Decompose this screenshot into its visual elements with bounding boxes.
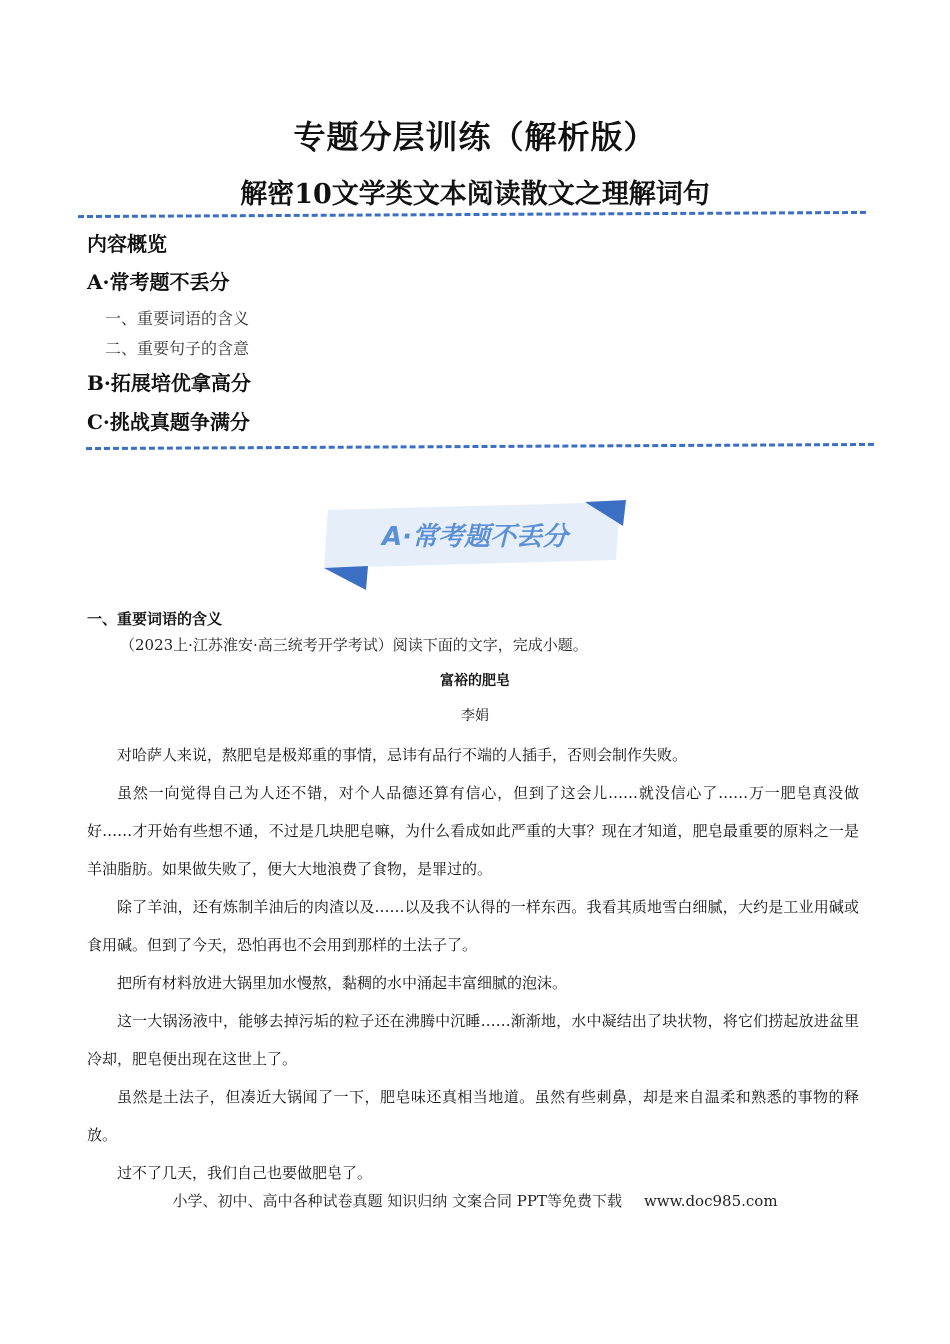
toc-item-words: 一、重要词语的含义 [105,309,250,328]
section-banner [320,498,630,590]
paragraph: 虽然一向觉得自己为人还不错，对个人品德还算有信心，但到了这会儿……就没信心了……万一肥皂真没做好……才开始有些想不通，不过是几块肥皂嘛，为什么看成如此严重的大事？现在才知道，肥皂最重要的原料之一是羊油脂肪。如果做失败了，便大大地浪费了食物，是罪过的。 [87,784,859,878]
page-footer [0,1190,950,1211]
section-heading: 一、重要词语的含义 [87,610,223,628]
banner-label: A·常考题不丢分 [382,522,568,552]
article-body [87,736,859,1192]
paragraph: 虽然是土法子，但凑近大锅闻了一下，肥皂味还真相当地道。虽然有些刺鼻，却是来自温柔和熟悉的事物的释放。 [87,1088,859,1144]
paragraph: 过不了几天，我们自己也要做肥皂了。 [117,1164,373,1182]
divider-top [78,211,866,218]
page-title: 专题分层训练（解析版） [293,118,657,156]
divider-bottom [86,443,874,450]
toc-section-a: A·常考题不丢分 [87,270,230,294]
paragraph: 除了羊油，还有炼制羊油后的肉渣以及……以及我不认得的一样东西。我看其质地雪白细腻，大约是工业用碱或食用碱。但到了今天，恐怕再也不会用到那样的土法子了。 [87,898,859,954]
article-author: 李娟 [461,708,489,724]
paragraph: 把所有材料放进大锅里加水慢熬，黏稠的水中涌起丰富细腻的泡沫。 [117,974,568,992]
page-subtitle: 解密10文学类文本阅读散文之理解词句 [240,179,710,210]
toc-heading: 内容概览 [87,232,167,256]
footer-text: 小学、初中、高中各种试卷真题 知识归纳 文案合同 PPT等免费下载 [172,1192,622,1210]
article-title: 富裕的肥皂 [440,673,510,689]
toc-section-c: C·挑战真题争满分 [87,410,250,434]
question-source: （2023上·江苏淮安·高三统考开学考试）阅读下面的文字，完成小题。 [120,636,588,654]
toc-item-sentences: 二、重要句子的含意 [105,339,250,358]
toc-section-b: B·拓展培优拿高分 [87,371,251,395]
paragraph: 这一大锅汤液中，能够去掉污垢的粒子还在沸腾中沉睡……渐渐地，水中凝结出了块状物，将它们捞起放进盆里冷却，肥皂便出现在这世上了。 [87,1012,859,1068]
footer-url[interactable]: www.doc985.com [643,1192,778,1210]
paragraph: 对哈萨人来说，熬肥皂是极郑重的事情，忌讳有品行不端的人插手，否则会制作失败。 [117,746,688,764]
